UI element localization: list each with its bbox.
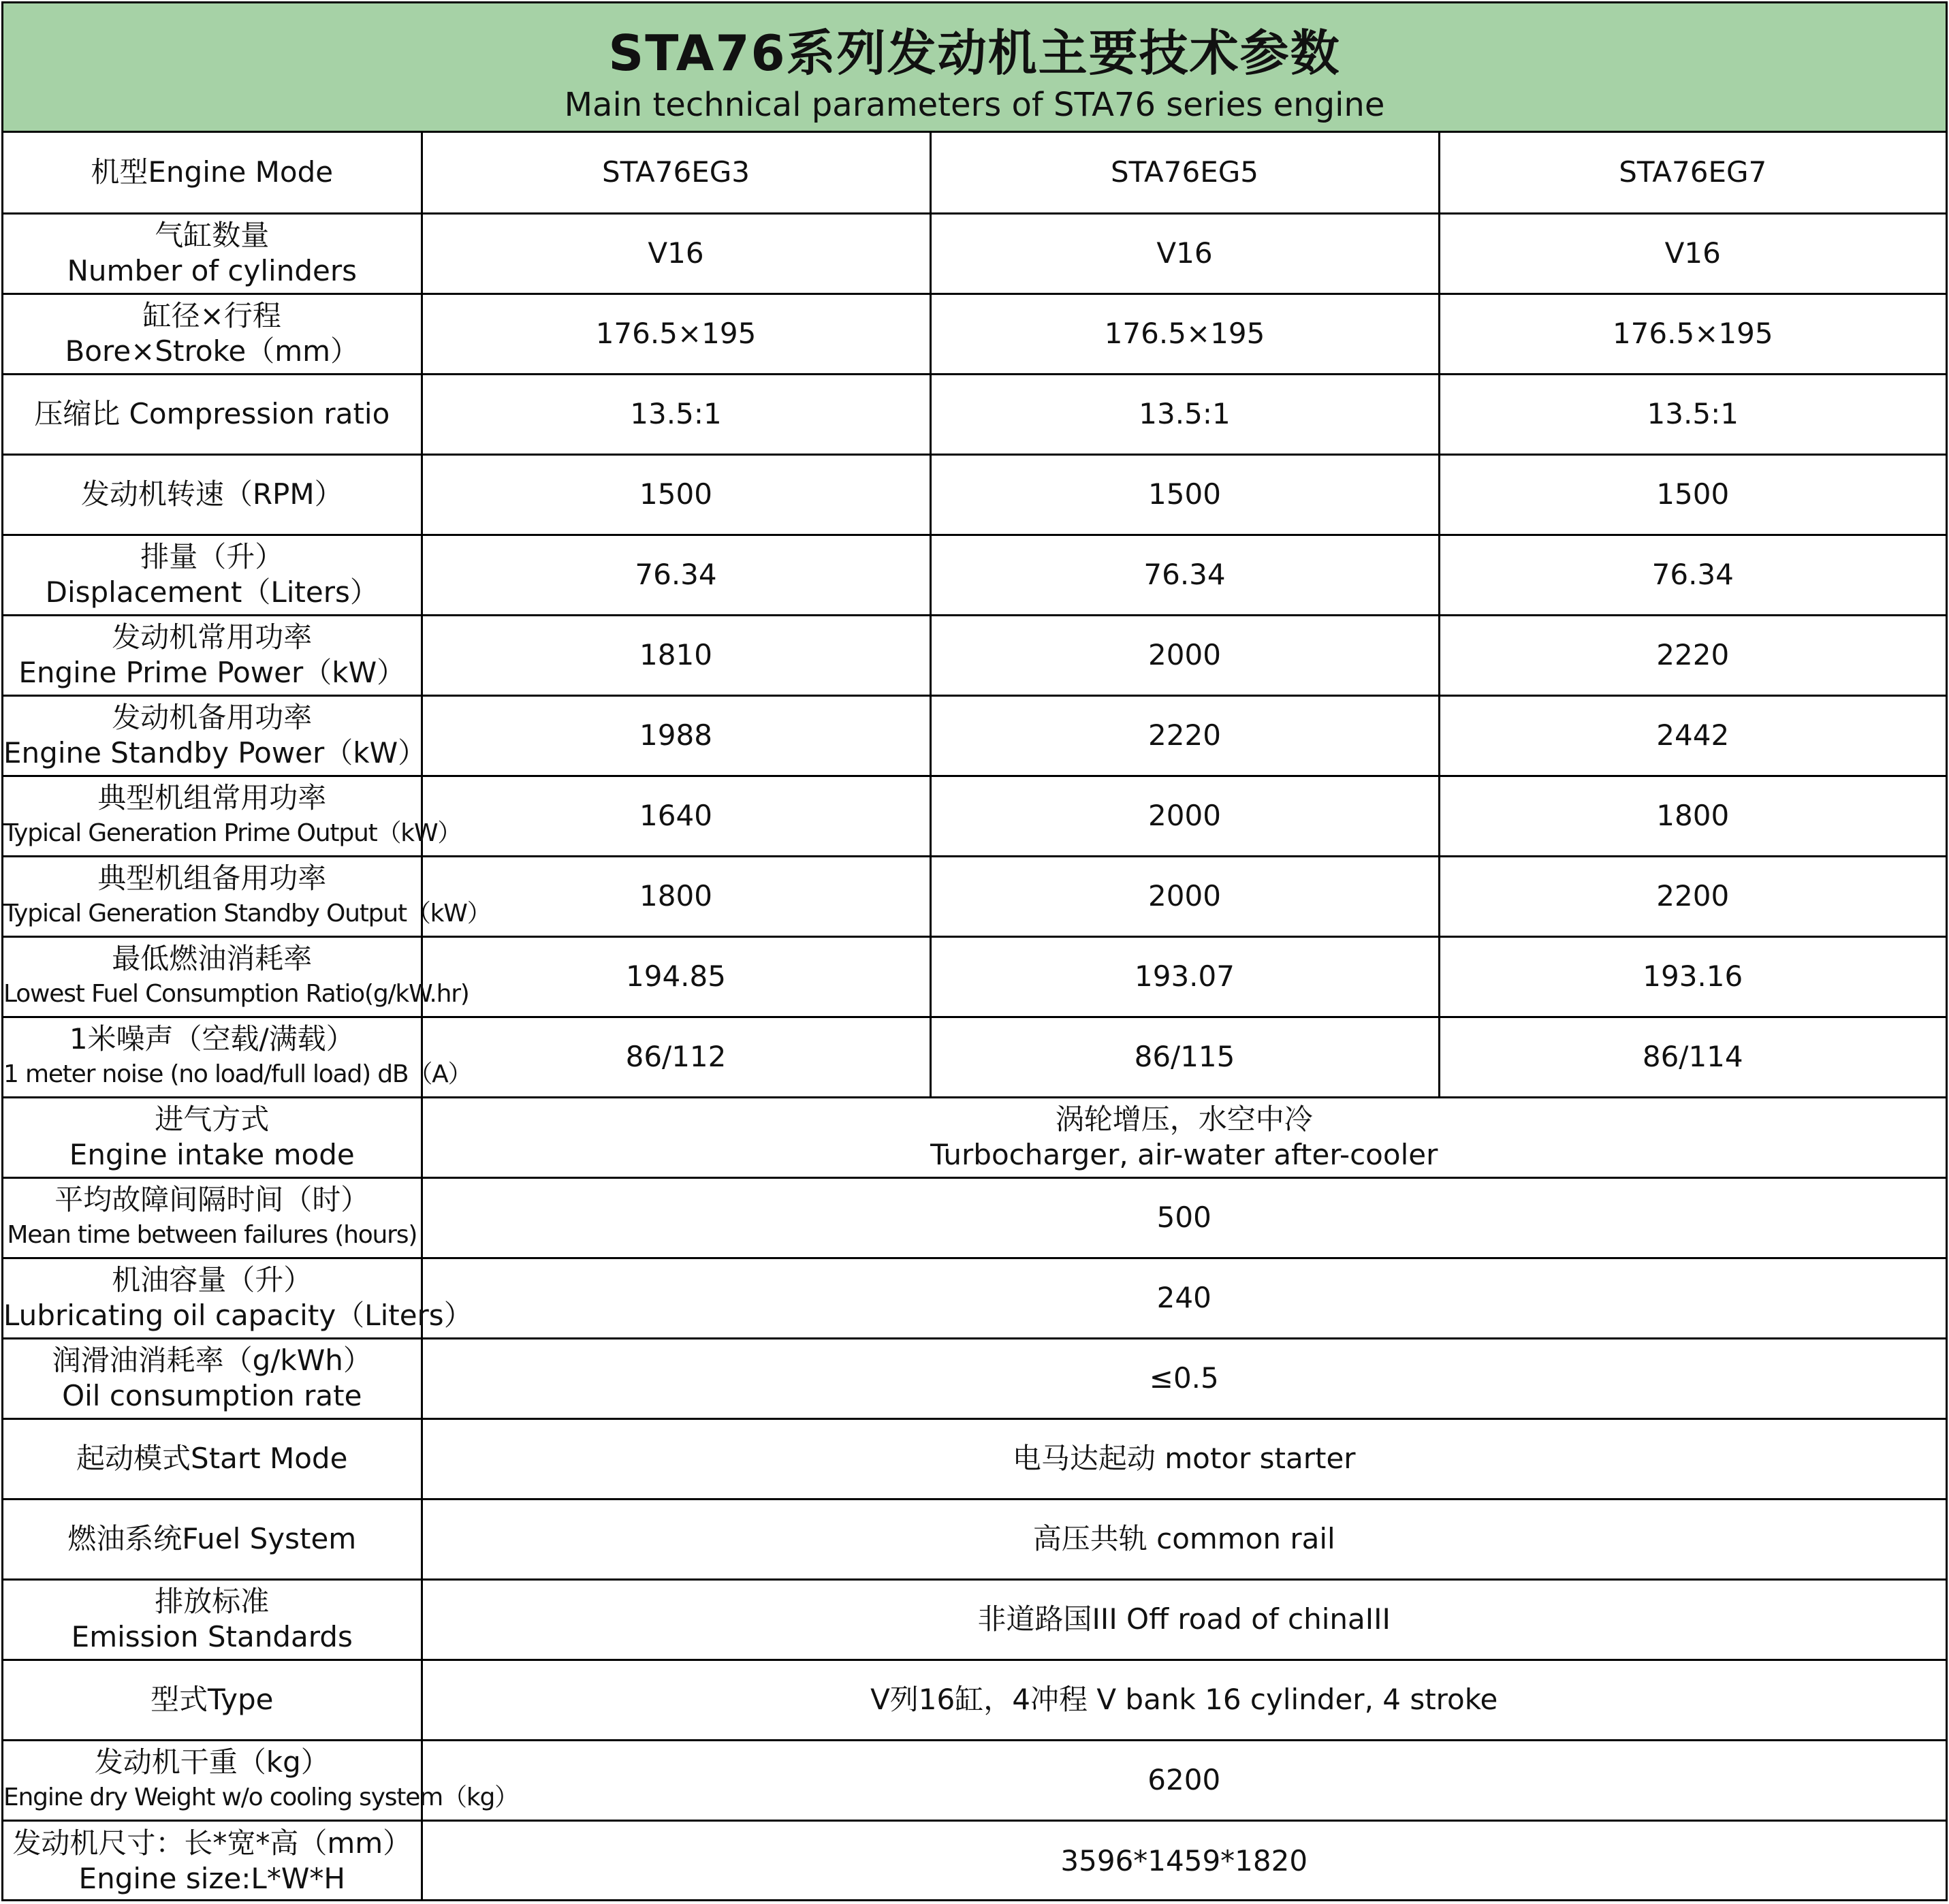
parameter-table: [3, 133, 1946, 1901]
table-row: [3, 1820, 1946, 1901]
value-cell: 176.5×195: [1439, 293, 1946, 374]
merged-value-cell: [422, 1820, 1946, 1901]
value-cell: 2000: [930, 856, 1439, 936]
title-chinese: STA76系列发动机主要技术参数: [608, 25, 1341, 82]
parameter-label-cn: 排量（升）: [140, 540, 284, 573]
merged-value: ≤0.5: [1149, 1361, 1219, 1395]
parameter-label-cell: [3, 936, 469, 1017]
merged-value: V列16缸，4冲程 V bank 16 cylinder, 4 stroke: [870, 1683, 1498, 1716]
value-cell: 13.5:1: [1439, 374, 1946, 454]
merged-value-cell: [422, 1660, 1946, 1740]
parameter-label-cn: 发动机干重（kg）: [94, 1745, 330, 1779]
parameter-label-cell: [3, 615, 422, 695]
merged-value-cell: [422, 1097, 1946, 1177]
value-cell: 1800: [1439, 776, 1946, 856]
parameter-label-en: Engine intake mode: [69, 1138, 355, 1171]
table-row: [3, 1097, 1946, 1177]
value-cell: V16: [930, 213, 1439, 293]
model-label: 机型Engine Mode: [91, 155, 334, 189]
value-cell: 2442: [1439, 695, 1946, 776]
merged-value-cell: [422, 1418, 1946, 1499]
parameter-label-en: Lubricating oil capacity（Liters）: [3, 1299, 473, 1332]
parameter-label-cell: [3, 1017, 472, 1097]
value-cell: V16: [1439, 213, 1946, 293]
parameter-label-cn: 最低燃油消耗率: [112, 942, 313, 975]
table-header: [3, 3, 1946, 133]
parameter-label-cell: [3, 374, 422, 454]
model-label-cell: [3, 133, 422, 213]
parameter-label-cn: 平均故障间隔时间（时）: [54, 1183, 370, 1216]
value-cell: 1500: [422, 454, 930, 535]
table-row: [3, 1740, 1946, 1820]
table-row: [3, 776, 1946, 856]
parameter-label-en: Mean time between failures (hours): [7, 1221, 417, 1249]
model-cell: [422, 133, 930, 213]
parameter-label-cn: 缸径×行程: [142, 299, 281, 332]
table-row: [3, 615, 1946, 695]
table-row: [3, 213, 1946, 293]
parameter-label-cell: [3, 535, 422, 615]
merged-value: 非道路国III Off road of chinaIII: [977, 1602, 1391, 1636]
parameter-label-en: Engine Standby Power（kW）: [3, 736, 427, 769]
value-cell: 76.34: [422, 535, 930, 615]
parameter-label-cell: [3, 293, 422, 374]
parameter-label-cell: [3, 1177, 422, 1258]
parameter-label-cn: 气缸数量: [155, 219, 270, 252]
value-cell: 13.5:1: [930, 374, 1439, 454]
parameter-label-cn: 1米噪声（空载/满载）: [69, 1022, 355, 1056]
value-cell: 1800: [422, 856, 930, 936]
parameter-label-en: Engine Prime Power（kW）: [18, 656, 406, 689]
value-cell: V16: [422, 213, 930, 293]
parameter-label-cn: 起动模式Start Mode: [76, 1442, 348, 1475]
parameter-label-en: Typical Generation Standby Output（kW）: [3, 900, 491, 927]
merged-value: 240: [1156, 1281, 1211, 1314]
parameter-label-en: Oil consumption rate: [62, 1379, 362, 1412]
parameter-label-cell: [3, 1097, 422, 1177]
merged-value: 电马达起动 motor starter: [1012, 1442, 1356, 1475]
parameter-label-cell: [3, 213, 422, 293]
parameter-label-cn: 排放标准: [155, 1585, 270, 1618]
table-row: [3, 1017, 1946, 1097]
parameter-label-cell: [3, 776, 462, 856]
value-cell: 1988: [422, 695, 930, 776]
title-english: Main technical parameters of STA76 series engine: [564, 86, 1385, 124]
parameter-label-cn: 发动机常用功率: [112, 620, 313, 654]
parameter-label-en: Emission Standards: [71, 1620, 353, 1653]
value-cell: 86/115: [930, 1017, 1439, 1097]
parameter-label-cell: [3, 1499, 422, 1579]
value-cell: 2000: [930, 776, 1439, 856]
merged-value-cell: [422, 1177, 1946, 1258]
table-row: [3, 856, 1946, 936]
parameter-label-en: Number of cylinders: [67, 254, 357, 287]
parameter-label-cell: [3, 1418, 422, 1499]
value-cell: 2000: [930, 615, 1439, 695]
value-cell: 193.07: [930, 936, 1439, 1017]
parameter-label-cell: [3, 856, 491, 936]
value-cell: 76.34: [1439, 535, 1946, 615]
parameter-label-cn: 润滑油消耗率（g/kWh）: [52, 1344, 372, 1377]
model-cell: [1439, 133, 1946, 213]
parameter-table-body: [3, 133, 1946, 1901]
merged-value-cell: [422, 1338, 1946, 1418]
parameter-label-cn: 典型机组备用功率: [97, 861, 327, 895]
merged-value: 500: [1156, 1201, 1211, 1234]
parameter-label-cn: 型式Type: [150, 1683, 274, 1716]
parameter-label-en: Typical Generation Prime Output（kW）: [3, 819, 462, 847]
model-name: STA76EG7: [1619, 155, 1767, 189]
value-cell: 13.5:1: [422, 374, 930, 454]
merged-value-cell: [422, 1499, 1946, 1579]
parameter-label-cell: [3, 1740, 518, 1820]
table-row: [3, 936, 1946, 1017]
parameter-label-en: Bore×Stroke（mm）: [65, 334, 360, 368]
parameter-label-cell: [3, 1258, 473, 1338]
table-row: [3, 1177, 1946, 1258]
value-cell: 1500: [1439, 454, 1946, 535]
table-row: [3, 1499, 1946, 1579]
merged-value-en: Turbocharger, air-water after-cooler: [930, 1138, 1438, 1171]
value-cell: 1640: [422, 776, 930, 856]
value-cell: 86/112: [422, 1017, 930, 1097]
value-cell: 193.16: [1439, 936, 1946, 1017]
merged-value: 涡轮增压，水空中冷: [1055, 1102, 1313, 1136]
parameter-label-cell: [3, 454, 422, 535]
parameter-label-cell: [3, 1660, 422, 1740]
merged-value-cell: [422, 1258, 1946, 1338]
model-row: [3, 133, 1946, 213]
table-row: [3, 374, 1946, 454]
parameter-label-en: Lowest Fuel Consumption Ratio(g/kW.hr): [3, 980, 469, 1008]
table-row: [3, 1338, 1946, 1418]
table-row: [3, 1579, 1946, 1660]
table-row: [3, 1258, 1946, 1338]
parameter-label-cn: 压缩比 Compression ratio: [34, 397, 390, 430]
parameter-label-en: Engine dry Weight w/o cooling system（kg）: [3, 1783, 518, 1811]
value-cell: 86/114: [1439, 1017, 1946, 1097]
spec-sheet: [1, 1, 1948, 1901]
model-name: STA76EG3: [601, 155, 750, 189]
parameter-label-cn: 机油容量（升）: [112, 1263, 313, 1297]
parameter-label-cn: 发动机尺寸：长*宽*高（mm）: [12, 1826, 412, 1860]
parameter-label-cn: 发动机转速（RPM）: [80, 477, 343, 511]
model-cell: [930, 133, 1439, 213]
table-row: [3, 535, 1946, 615]
merged-value-cell: [422, 1579, 1946, 1660]
parameter-label-cn: 典型机组常用功率: [97, 781, 327, 814]
value-cell: 176.5×195: [930, 293, 1439, 374]
parameter-label-cell: [3, 695, 427, 776]
value-cell: 2220: [1439, 615, 1946, 695]
parameter-label-en: Engine size:L*W*H: [78, 1861, 345, 1895]
merged-value: 3596*1459*1820: [1060, 1843, 1308, 1877]
table-row: [3, 695, 1946, 776]
parameter-label-cell: [3, 1579, 422, 1660]
merged-value: 高压共轨 common rail: [1032, 1522, 1335, 1555]
parameter-label-cell: [3, 1338, 422, 1418]
table-row: [3, 1418, 1946, 1499]
parameter-label-cn: 发动机备用功率: [112, 701, 313, 734]
table-row: [3, 293, 1946, 374]
merged-value: 6200: [1147, 1763, 1221, 1796]
value-cell: 76.34: [930, 535, 1439, 615]
table-row: [3, 1660, 1946, 1740]
parameter-label-en: Displacement（Liters）: [45, 575, 379, 609]
parameter-label-en: 1 meter noise (no load/full load) dB（A）: [3, 1060, 472, 1088]
value-cell: 2200: [1439, 856, 1946, 936]
merged-value-cell: [422, 1740, 1946, 1820]
value-cell: 2220: [930, 695, 1439, 776]
parameter-label-cell: [3, 1820, 422, 1901]
value-cell: 1810: [422, 615, 930, 695]
parameter-label-cn: 燃油系统Fuel System: [67, 1522, 357, 1555]
table-row: [3, 454, 1946, 535]
model-name: STA76EG5: [1110, 155, 1259, 189]
value-cell: 194.85: [422, 936, 930, 1017]
parameter-label-cn: 进气方式: [155, 1102, 270, 1136]
value-cell: 1500: [930, 454, 1439, 535]
value-cell: 176.5×195: [422, 293, 930, 374]
